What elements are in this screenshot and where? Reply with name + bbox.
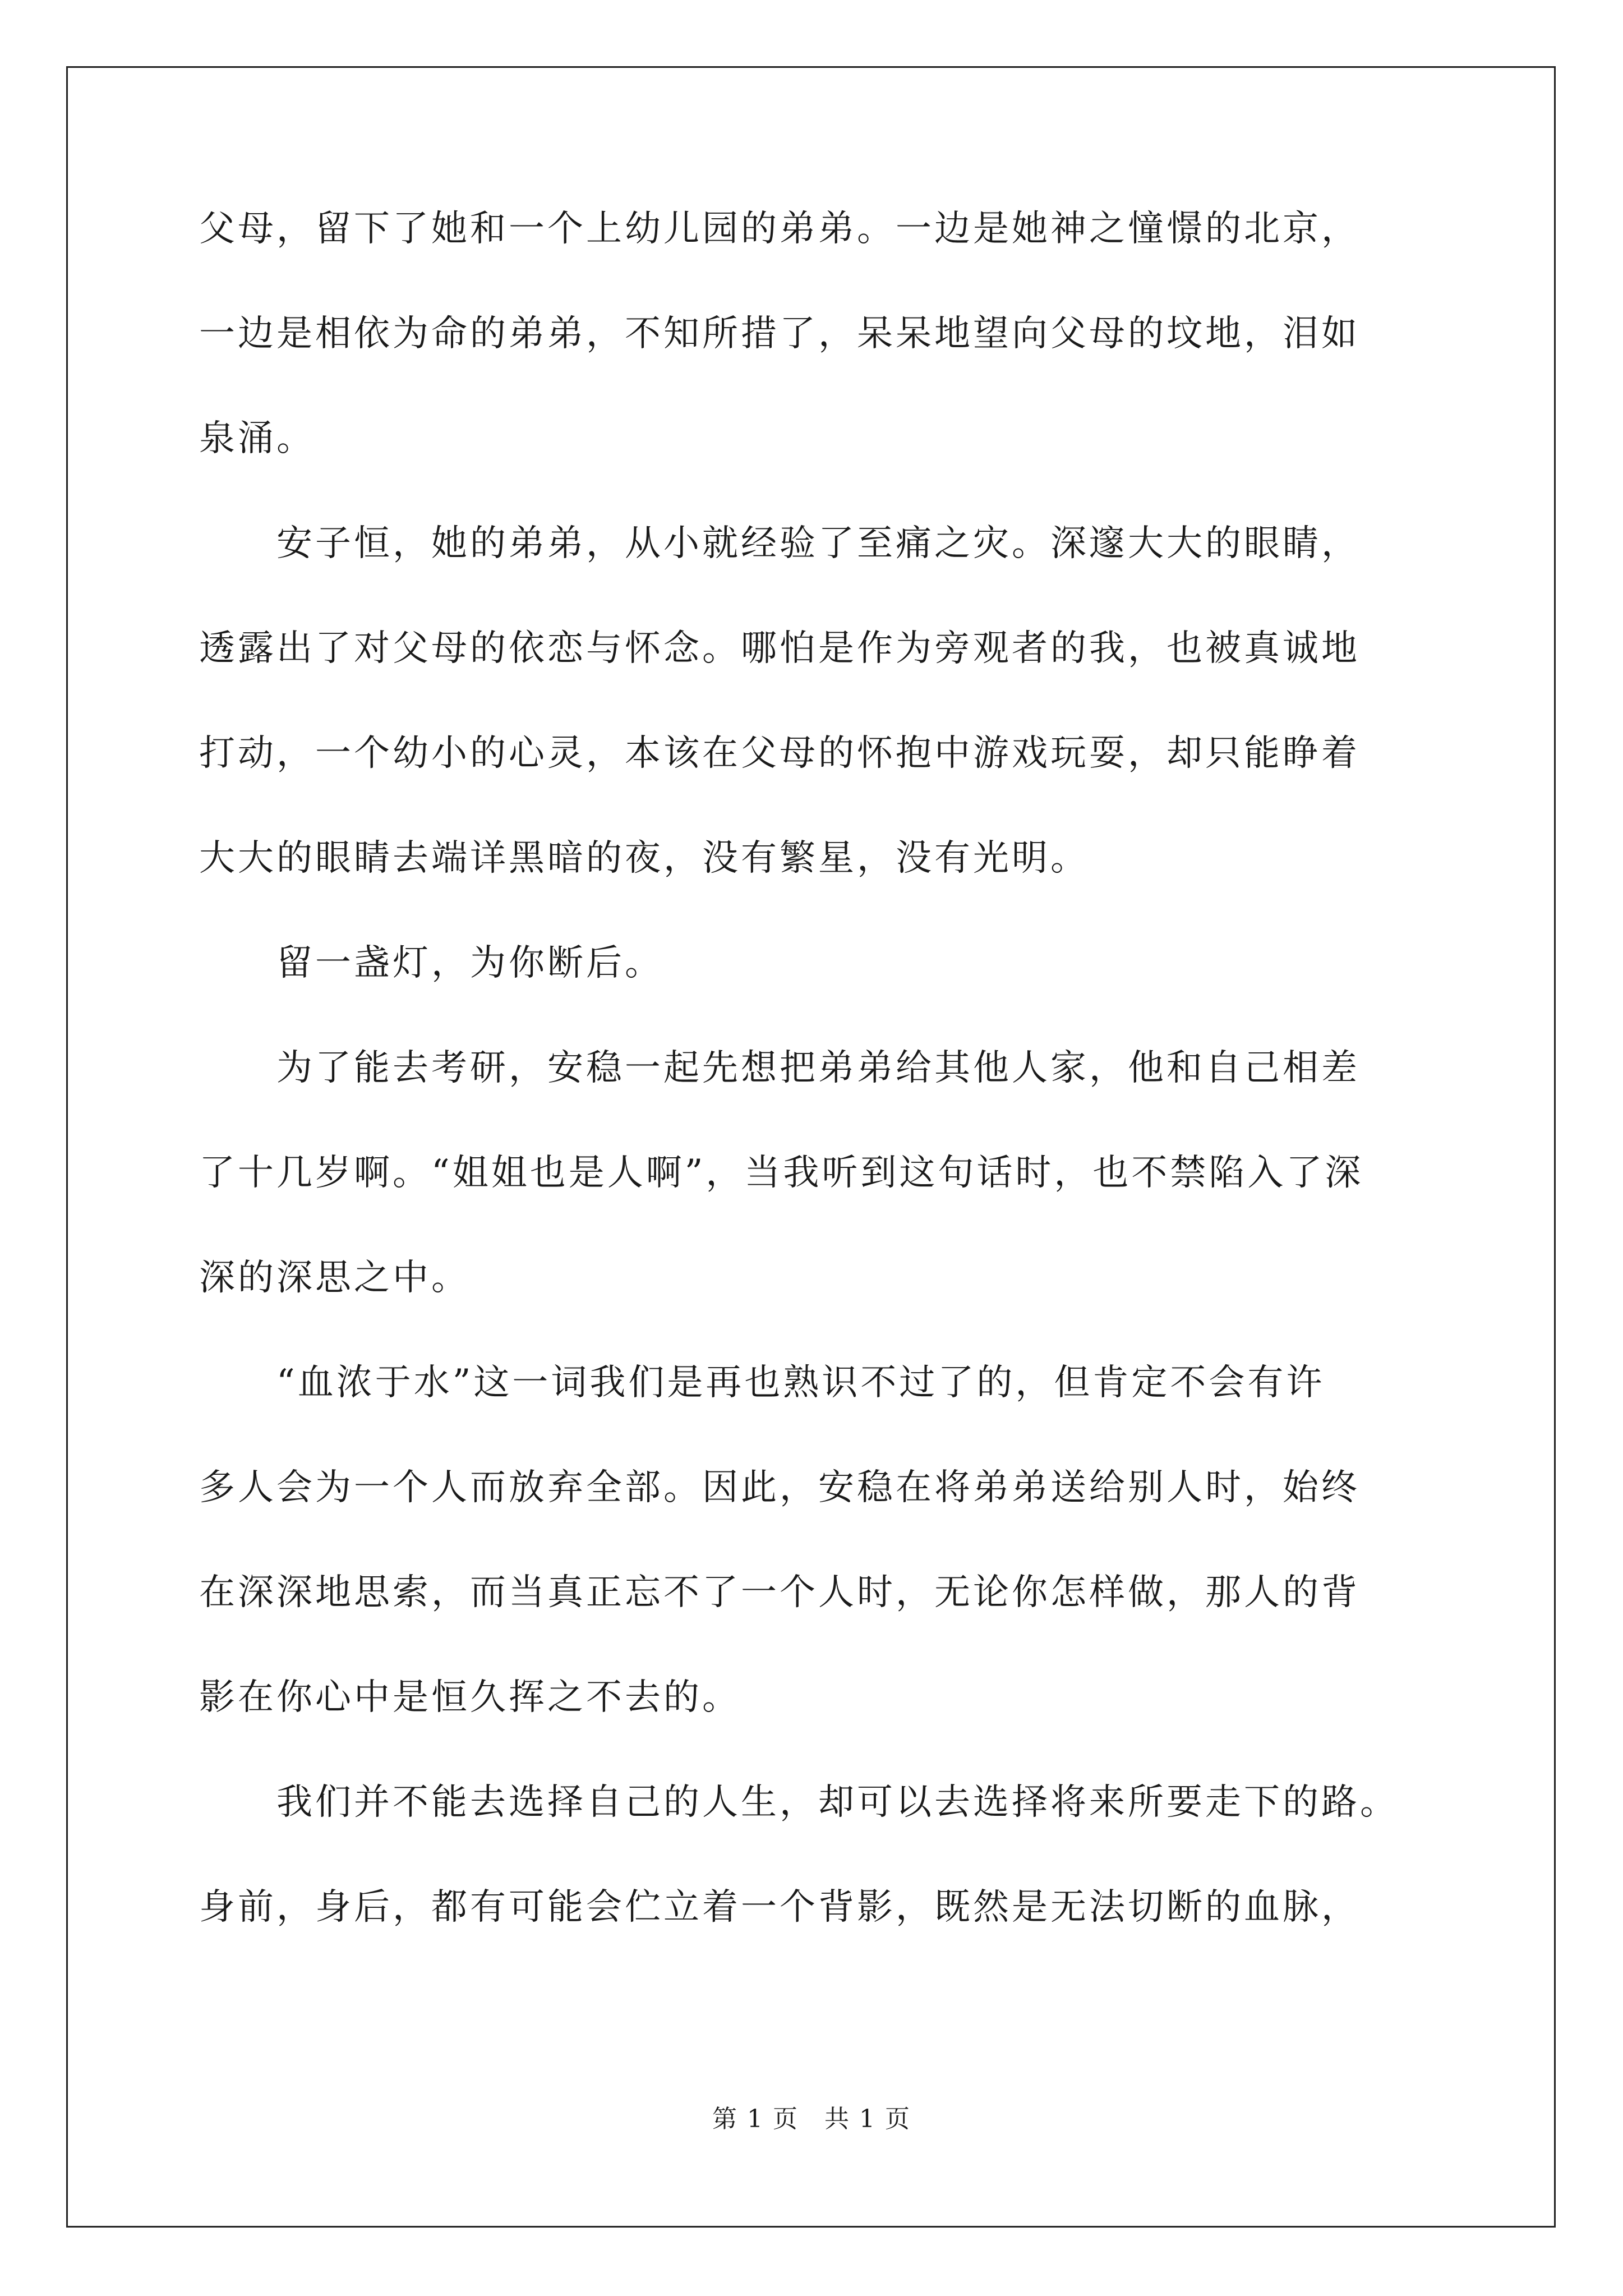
text-line: 影在你心中是恒久挥之不去的。 [199, 1677, 741, 1718]
document-body [199, 202, 1467, 1985]
text-line: 留一盏灯，为你断后。 [199, 942, 663, 984]
text-line: 多人会为一个人而放弃全部。因此，安稳在将弟弟送给别人时，始终 [199, 1467, 1360, 1508]
text-line: 透露出了对父母的依恋与怀念。哪怕是作为旁观者的我，也被真诚地 [199, 628, 1360, 669]
text-line: 打动，一个幼小的心灵，本该在父母的怀抱中游戏玩耍，却只能睁着 [199, 733, 1360, 774]
text-line: 深的深思之中。 [199, 1257, 470, 1299]
text-line: 在深深地思索，而当真正忘不了一个人时，无论你怎样做，那人的背 [199, 1572, 1360, 1613]
text-line: 我们并不能去选择自己的人生，却可以去选择将来所要走下的路。 [199, 1782, 1399, 1823]
text-line: 为了能去考研，安稳一起先想把弟弟给其他人家，他和自己相差 [199, 1047, 1360, 1089]
text-line: 大大的眼睛去端详黑暗的夜，没有繁星，没有光明。 [199, 838, 1089, 879]
text-line: 泉涌。 [199, 418, 315, 459]
text-line: 安子恒，她的弟弟，从小就经验了至痛之灾。深邃大大的眼睛， [199, 523, 1360, 564]
text-line: 身前，身后，都有可能会伫立着一个背影，既然是无法切断的血脉， [199, 1887, 1360, 1928]
text-line: 父母，留下了她和一个上幼儿园的弟弟。一边是她神之憧憬的北京， [199, 208, 1360, 250]
page-number-footer: 第 1 页 共 1 页 [712, 2105, 911, 2133]
text-line: 了十几岁啊。“姐姐也是人啊”，当我听到这句话时，也不禁陷入了深 [199, 1152, 1364, 1194]
text-line: “血浓于水”这一词我们是再也熟识不过了的，但肯定不会有许 [199, 1362, 1325, 1404]
text-line: 一边是相依为命的弟弟，不知所措了，呆呆地望向父母的坟地，泪如 [199, 313, 1360, 355]
